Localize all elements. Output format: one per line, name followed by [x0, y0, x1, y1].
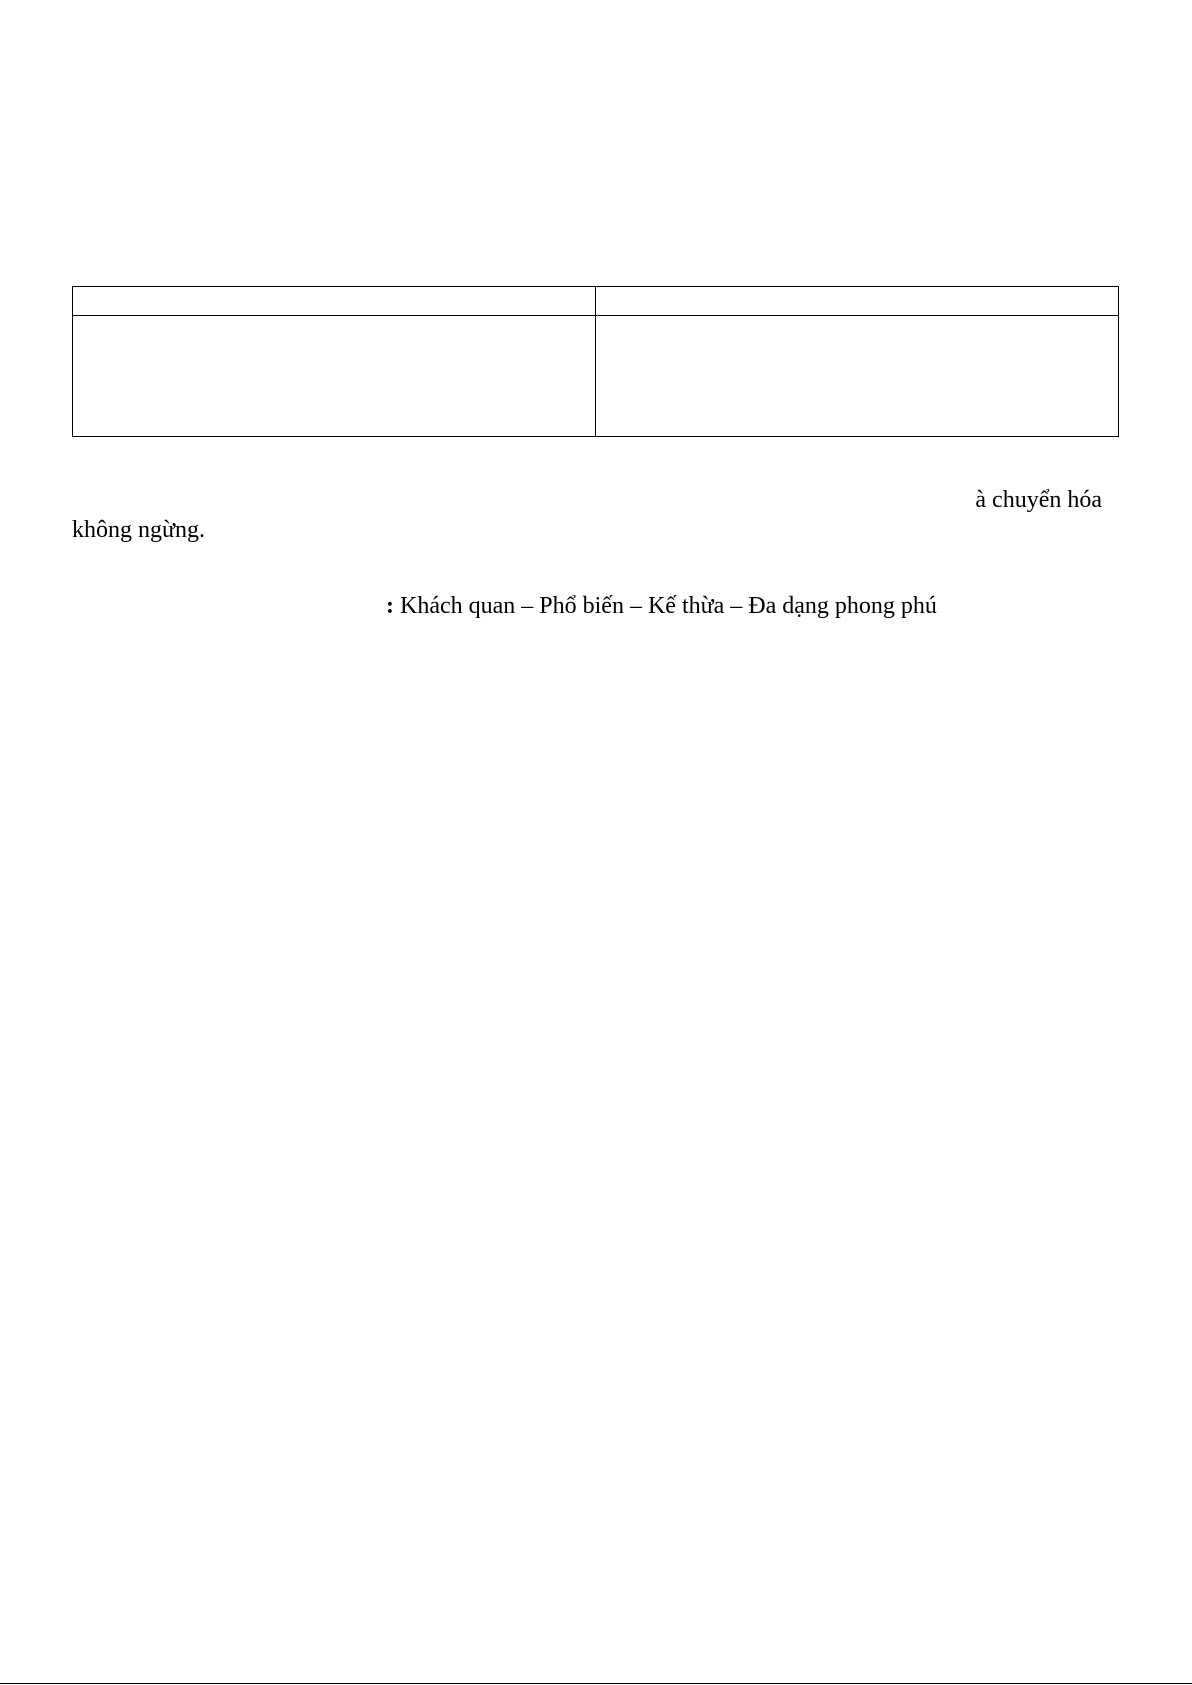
table-body-cell-right [596, 316, 1119, 437]
table-body-row [73, 316, 1119, 437]
comparison-table [72, 286, 1119, 437]
characteristics-line [386, 592, 937, 620]
table-header-cell-left [73, 287, 596, 316]
characteristics-list: Khách quan – Phổ biến – Kế thừa – Đa dạng phong phú [394, 593, 937, 619]
paragraph-fragment-end: à chuyển hóa [975, 487, 1102, 513]
paragraph-continuation: không ngừng. [72, 517, 206, 543]
table-header-row [73, 287, 1119, 316]
page-bottom-rule [0, 1683, 1192, 1684]
characteristics-colon: : [386, 593, 394, 619]
table-header-cell-right [596, 287, 1119, 316]
table-body-cell-left [73, 316, 596, 437]
